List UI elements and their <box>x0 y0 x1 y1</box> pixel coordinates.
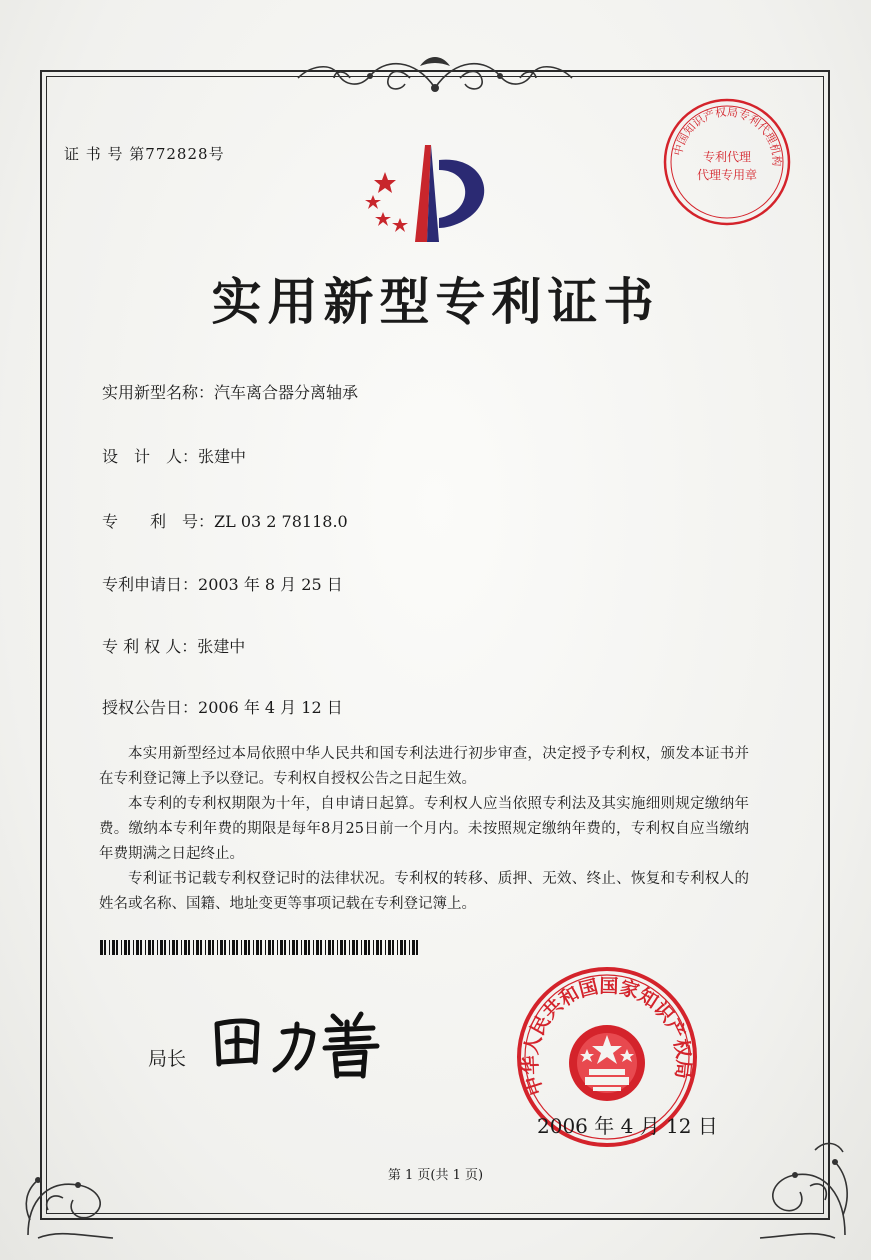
barcode-bar <box>404 940 406 955</box>
barcode-bar <box>373 940 374 955</box>
barcode-bar <box>256 940 259 955</box>
certificate-body <box>99 742 749 917</box>
barcode-bar <box>304 940 307 955</box>
barcode-bar <box>332 940 334 955</box>
barcode-bar <box>328 940 331 955</box>
field-value: 2003 年 8 月 25 日 <box>198 575 343 594</box>
barcode-bar <box>361 940 362 955</box>
barcode-bar <box>296 940 298 955</box>
barcode-bar <box>313 940 314 955</box>
field-designer <box>102 444 246 467</box>
barcode-bar <box>140 940 142 955</box>
field-value: 汽车离合器分离轴承 <box>214 383 359 402</box>
barcode-bar <box>229 940 230 955</box>
barcode-bar <box>272 940 274 955</box>
barcode-bar <box>280 940 283 955</box>
barcode-bar <box>232 940 235 955</box>
barcode-bar <box>388 940 391 955</box>
seal-date: 2006 年 4 月 12 日 <box>537 1114 718 1138</box>
barcode-bar <box>416 940 418 955</box>
barcode-bar <box>392 940 394 955</box>
barcode-bar <box>100 940 103 955</box>
barcode-bar <box>292 940 295 955</box>
barcode-bar <box>412 940 415 955</box>
certificate-number: 证 书 号 第772828号 <box>64 145 225 163</box>
director-signature <box>205 1002 385 1082</box>
barcode-bar <box>133 940 134 955</box>
field-name <box>102 380 358 403</box>
barcode-bar <box>301 940 302 955</box>
barcode-bar <box>316 940 319 955</box>
agency-seal-center-1: 专利代理 <box>702 150 752 164</box>
barcode-bar <box>169 940 170 955</box>
field-value: 2006 年 4 月 12 日 <box>198 698 343 717</box>
barcode-bar <box>160 940 163 955</box>
barcode-bar <box>289 940 290 955</box>
seal-ring-text: 中华人民共和国国家知识产权局 <box>519 975 695 1098</box>
barcode-bar <box>196 940 199 955</box>
field-label: 专 利 权 人： <box>102 637 198 656</box>
barcode-bar <box>164 940 166 955</box>
barcode-bar <box>116 940 118 955</box>
barcode-bar <box>152 940 154 955</box>
national-emblem-icon <box>569 1025 645 1101</box>
barcode-bar <box>284 940 286 955</box>
barcode-bar <box>337 940 338 955</box>
barcode-bar <box>112 940 115 955</box>
barcode-bar <box>181 940 182 955</box>
barcode-bar <box>157 940 158 955</box>
agency-seal <box>660 95 795 230</box>
barcode-bar <box>241 940 242 955</box>
field-grant-date <box>102 695 343 718</box>
agency-seal-ring-text: 中国知识产权局专利代理机构 <box>671 105 784 167</box>
barcode-bar <box>368 940 370 955</box>
field-label: 专利申请日： <box>102 575 199 594</box>
page-number: 第 1 页(共 1 页) <box>387 1168 484 1183</box>
barcode-bar <box>352 940 355 955</box>
barcode-bar <box>200 940 202 955</box>
barcode-bar <box>349 940 350 955</box>
certificate-title: 实用新型专利证书 <box>211 272 660 331</box>
barcode-bar <box>397 940 398 955</box>
barcode-bar <box>205 940 206 955</box>
barcode-bar <box>409 940 410 955</box>
patent-office-logo <box>355 140 505 255</box>
field-value: 张建中 <box>197 637 246 656</box>
barcode-bar <box>244 940 247 955</box>
barcode-bar <box>400 940 403 955</box>
field-patentee <box>102 634 245 657</box>
field-label: 实用新型名称： <box>102 383 215 402</box>
paragraph: 本专利的专利权期限为十年，自申请日起算。专利权人应当依照专利法及其实施细则规定缴纳年费。缴纳本专利年费的期限是每年8月25日前一个月内。未按照规定缴纳年费的，专利权自应当缴纳年费期满之日起终止。 <box>99 796 749 862</box>
barcode-bar <box>320 940 322 955</box>
barcode-bar <box>308 940 310 955</box>
barcode-bar <box>364 940 367 955</box>
field-label: 授权公告日： <box>102 698 199 717</box>
director-label: 局长 <box>148 1048 187 1070</box>
field-value: ZL 03 2 78118.0 <box>214 512 348 531</box>
barcode-bar <box>248 940 250 955</box>
barcode-bar <box>136 940 139 955</box>
barcode-bar <box>325 940 326 955</box>
barcode <box>100 940 418 955</box>
barcode-bar <box>380 940 382 955</box>
barcode-bar <box>193 940 194 955</box>
barcode-bar <box>340 940 343 955</box>
field-label: 专 利 号： <box>102 512 215 531</box>
barcode-bar <box>208 940 211 955</box>
barcode-bar <box>124 940 127 955</box>
barcode-bar <box>344 940 346 955</box>
barcode-bar <box>128 940 130 955</box>
barcode-bar <box>277 940 278 955</box>
barcode-bar <box>220 940 223 955</box>
barcode-bar <box>376 940 379 955</box>
field-label: 设 计 人： <box>102 447 199 466</box>
barcode-bar <box>184 940 187 955</box>
barcode-bar <box>265 940 266 955</box>
star-icon <box>365 172 408 232</box>
barcode-bar <box>104 940 106 955</box>
field-value: 张建中 <box>198 447 247 466</box>
barcode-bar <box>236 940 238 955</box>
barcode-bar <box>188 940 190 955</box>
barcode-bar <box>212 940 214 955</box>
barcode-bar <box>121 940 122 955</box>
barcode-bar <box>172 940 175 955</box>
barcode-bar <box>356 940 358 955</box>
barcode-bar <box>268 940 271 955</box>
barcode-bar <box>145 940 146 955</box>
barcode-bar <box>385 940 386 955</box>
agency-seal-center-2: 代理专用章 <box>696 168 758 182</box>
paragraph: 本实用新型经过本局依照中华人民共和国专利法进行初步审查，决定授予专利权，颁发本证书并在专利登记簿上予以登记。专利权自授权公告之日起生效。 <box>99 746 749 787</box>
top-ornament <box>290 48 580 103</box>
barcode-bar <box>217 940 218 955</box>
barcode-bar <box>253 940 254 955</box>
barcode-bar <box>176 940 178 955</box>
barcode-bar <box>148 940 151 955</box>
field-patent-number <box>102 509 348 532</box>
barcode-bar <box>109 940 110 955</box>
barcode-bar <box>260 940 262 955</box>
barcode-bar <box>224 940 226 955</box>
field-application-date <box>102 572 343 595</box>
paragraph: 专利证书记载专利权登记时的法律状况。专利权的转移、质押、无效、终止、恢复和专利权人的姓名或名称、国籍、地址变更等事项记载在专利登记簿上。 <box>99 871 749 912</box>
